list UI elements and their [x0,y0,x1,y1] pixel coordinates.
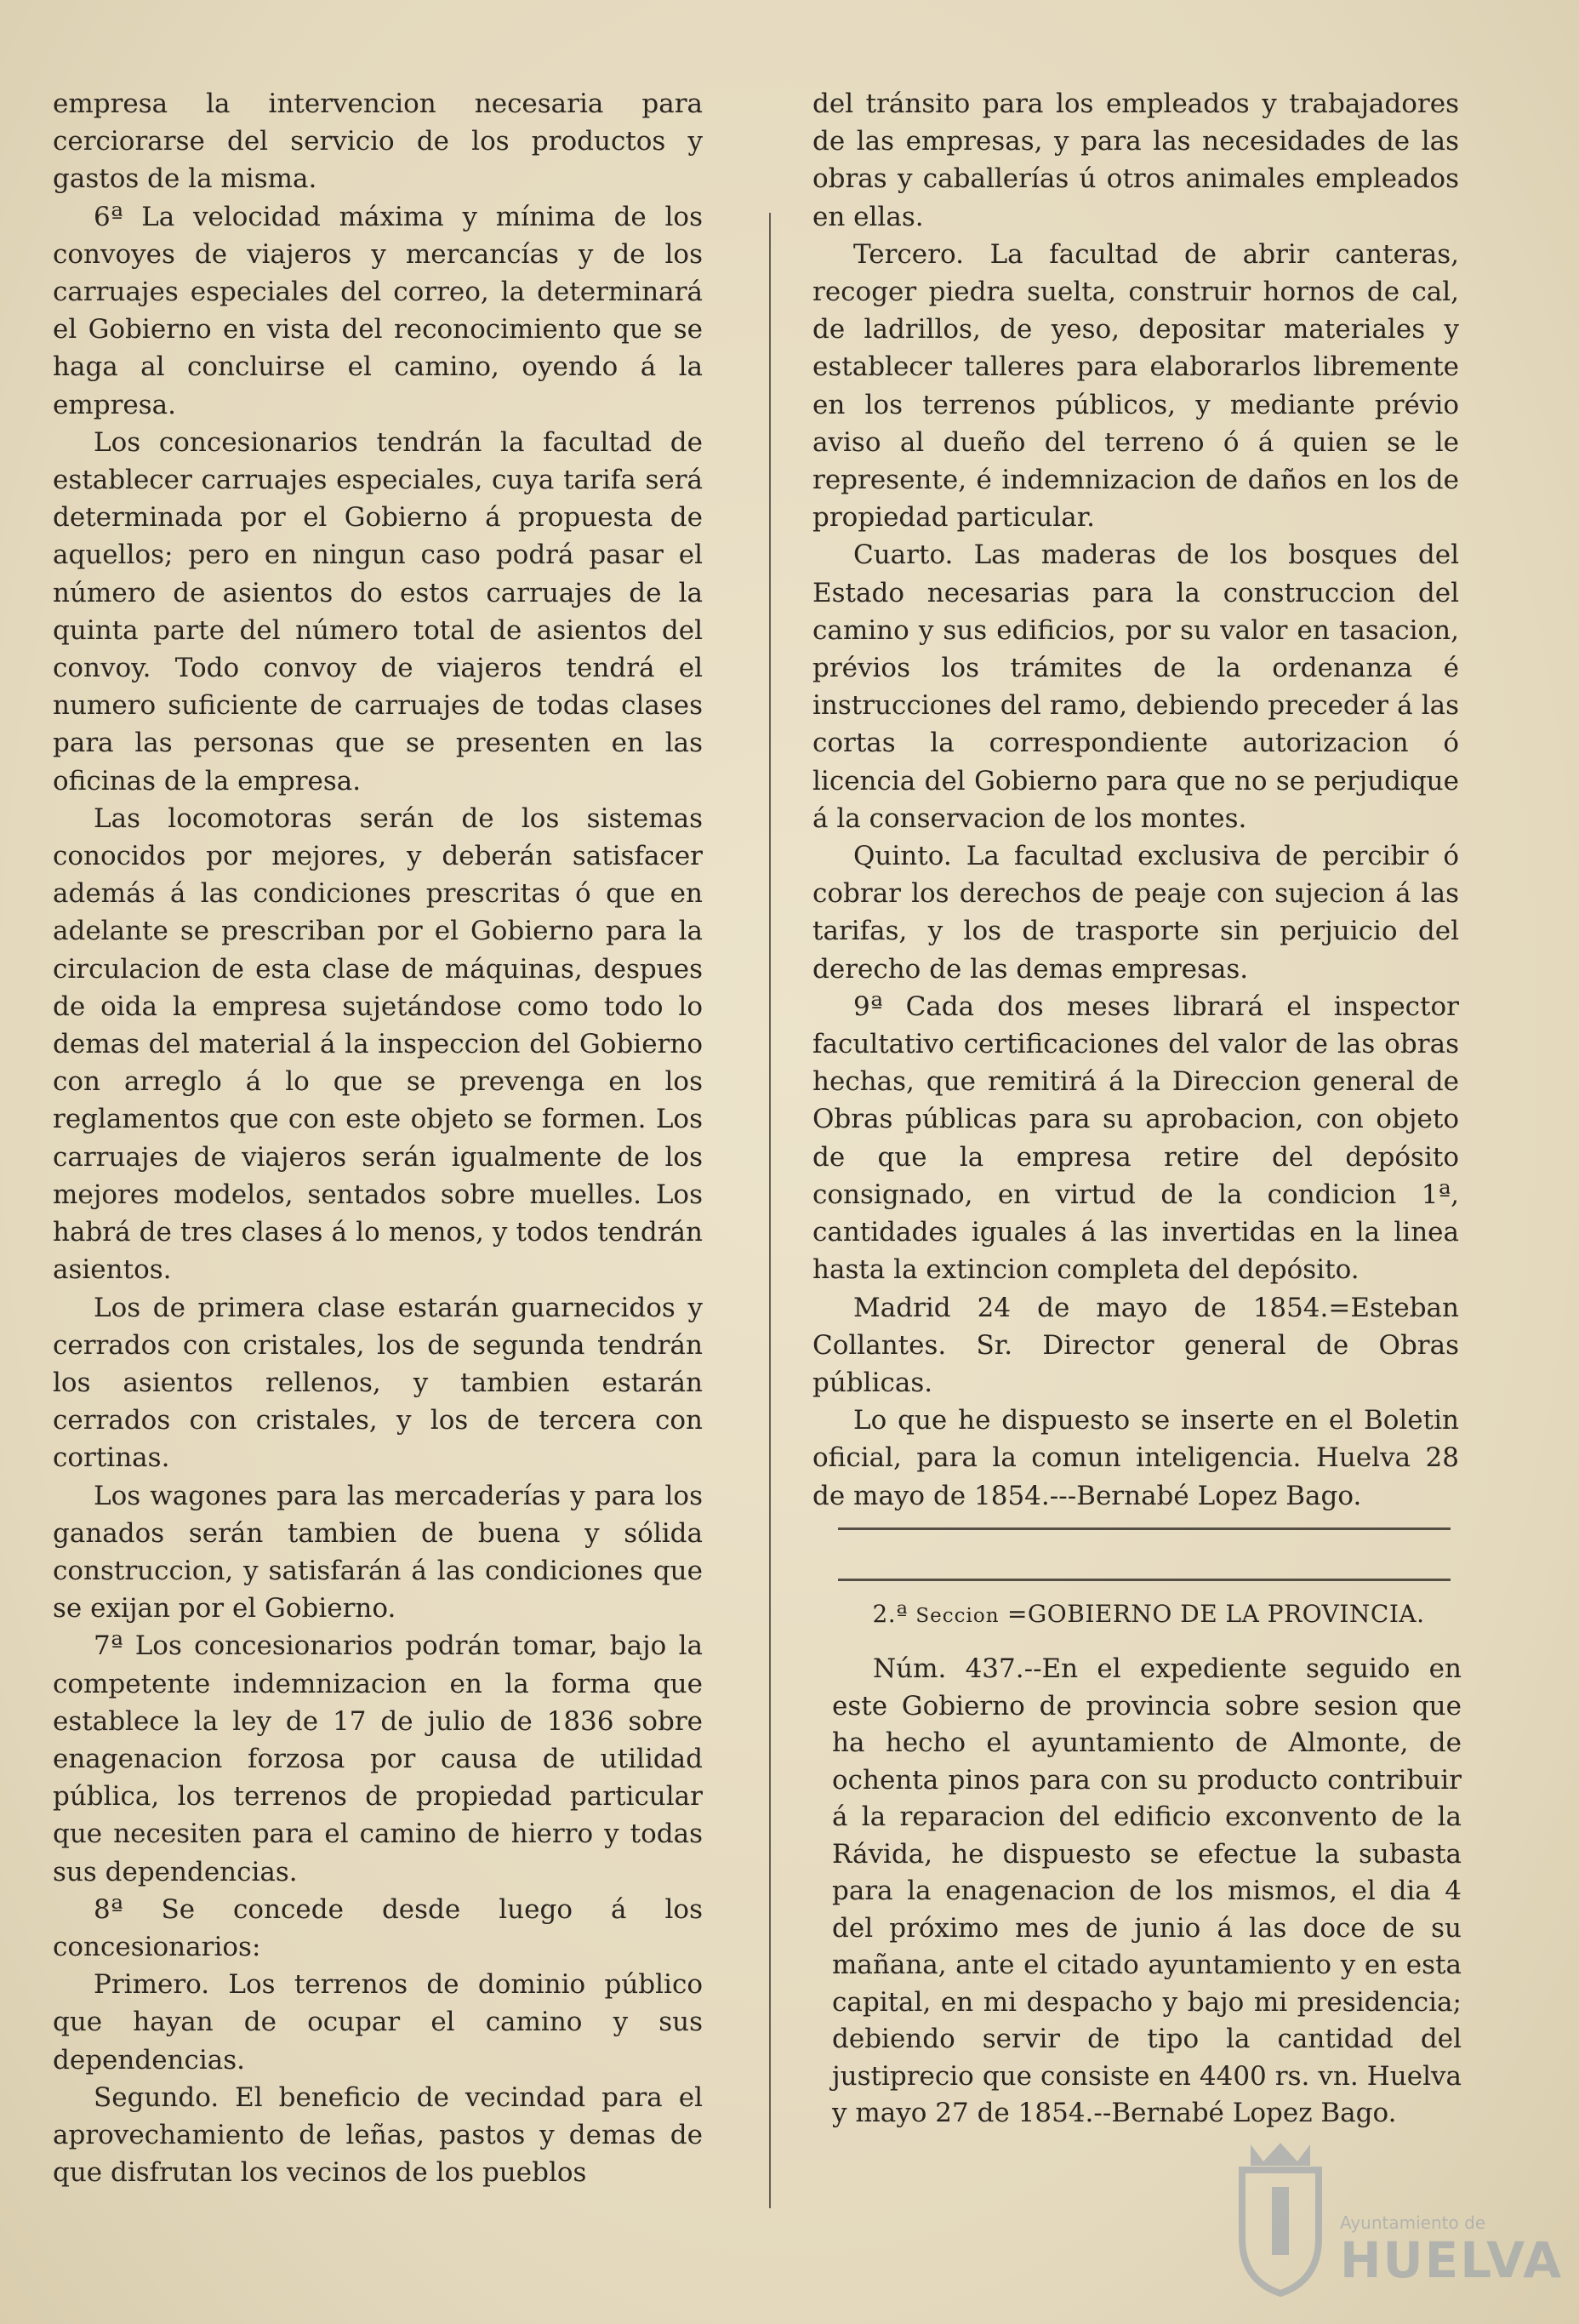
coat-of-arms-icon [1225,2136,1336,2298]
section-heading [842,1600,1455,1628]
paragraph: del tránsito para los empleados y trabajadores de las empresas, y para las necesidades de las obras y caballerías ú otros animales empleados en ellas. [812,89,1459,232]
section-rule [838,1527,1451,1530]
paragraph: empresa la intervencion necesaria para cerciorarse del servicio de los productos y gastos de la misma. [53,89,703,195]
paragraph: 9ª Cada dos meses librará el inspector facultativo certificaciones del valor de las obras hechas, que remitirá á la Direccion general de Obras públicas para su aprobacion, con objeto de que la empresa retire del depósito consignado, en virtud de la condicion 1ª, cantidades iguales á las invertidas en la linea hasta la extincion completa del depósito. [812,991,1459,1286]
section-number: 2.ª [872,1600,908,1628]
paragraph: Tercero. La facultad de abrir canteras, recoger piedra suelta, construir hornos de cal, de ladrillos, de yeso, depositar materiales y establecer talleres para elaborarlos libremente en los terrenos públicos, y mediante prévio aviso al dueño del terreno ó á quien se le represente, é indemnizacion de daños en los de propiedad particular. [812,238,1459,534]
paragraph: Segundo. El beneficio de vecindad para el aprovechamiento de leñas, pastos y demas de que disfrutan los vecinos de los pueblos [53,2081,703,2189]
left-column [53,85,703,2191]
archive-watermark [1225,2136,1564,2306]
paragraph: Primero. Los terrenos de dominio público que hayan de ocupar el camino y sus dependencias. [53,1969,703,2076]
section-label: Seccion [915,1605,1000,1627]
section-rule [838,1579,1451,1581]
paragraph: Madrid 24 de mayo de 1854.=Esteban Collantes. Sr. Director general de Obras públicas. [812,1292,1459,1398]
notice-text: Núm. 437.--En el expediente seguido en este Gobierno de provincia sobre sesion que ha hecho el ayuntamiento de Almonte, de ochenta pinos para con su producto contribuir á la reparacion del edificio exconvento de la Rávida, he dispuesto se efectue la subasta para la enagenacion de los mismos, el dia 4 del próximo mes de junio á las doce de su mañana, ante el citado ayuntamiento y en esta capital, en mi despacho y bajo mi presidencia; debiendo servir de tipo la cantidad del justiprecio que consiste en 4400 rs. vn. Huelva y mayo 27 de 1854.--Bernabé Lopez Bago. [832,1653,1462,2128]
paragraph: 8ª Se concede desde luego á los concesionarios: [53,1893,703,1962]
paragraph: 6ª La velocidad máxima y mínima de los convoyes de viajeros y mercancías y de los carruajes especiales del correo, la determinará el Gobierno en vista del reconocimiento que se haga al concluirse el camino, oyendo á la empresa. [53,201,703,420]
paragraph: Los concesionarios tendrán la facultad de establecer carruajes especiales, cuya tarifa será determinada por el Gobierno á propuesta de aquellos; pero en ningun caso podrá pasar el número de asientos do estos carruajes de la quinta parte del número total de asientos del convoy. Todo convoy de viajeros tendrá el numero suficiente de carruajes de todas clases para las personas que se presenten en las oficinas de la empresa. [53,426,703,797]
paragraph: 7ª Los concesionarios podrán tomar, bajo la competente indemnizacion en la forma que establece la ley de 17 de julio de 1836 sobre enagenacion forzosa por causa de utilidad pública, los terrenos de propiedad particular que necesiten para el camino de hierro y todas sus dependencias. [53,1630,703,1887]
paragraph: Cuarto. Las maderas de los bosques del Estado necesarias para la construccion del camino y sus edificios, por su valor en tasacion, prévios los trámites de la ordenanza é instrucciones del ramo, debiendo preceder á las cortas la correspondiente autorizacion ó licencia del Gobierno para que no se perjudique á la conservacion de los montes. [812,540,1459,834]
paragraph: Las locomotoras serán de los sistemas conocidos por mejores, y deberán satisfacer además á las condiciones prescritas ó que en adelante se prescriban por el Gobierno para la circulacion de esta clase de máquinas, despues de oida la empresa sujetándose como todo lo demas del material á la inspeccion del Gobierno con arreglo á lo que se prevenga en los reglamentos que con este objeto se formen. Los carruajes de viajeros serán igualmente de los mejores modelos, sentados sobre muelles. Los habrá de tres clases á lo menos, y todos tendrán asientos. [53,802,703,1286]
watermark-name: HUELVA [1340,2231,1564,2289]
paragraph: Los de primera clase estarán guarnecidos y cerrados con cristales, los de segunda tendrán los asientos rellenos, y tambien estarán cerrados con cristales, y los de tercera con cortinas. [53,1292,703,1474]
column-divider [769,213,771,2208]
watermark-caption: Ayuntamiento de [1340,2213,1486,2233]
paragraph: Los wagones para las mercaderías y para los ganados serán tambien de buena y sólida construccion, y satisfarán á las condiciones que se exijan por el Gobierno. [53,1480,703,1625]
paragraph: Lo que he dispuesto se inserte en el Boletin oficial, para la comun inteligencia. Huelva 28 de mayo de 1854.---Bernabé Lopez Bago. [812,1405,1459,1511]
right-column [812,85,1459,1515]
notice-block [832,1651,1462,2133]
paragraph: Quinto. La facultad exclusiva de percibir ó cobrar los derechos de peaje con sujecion á las tarifas, y los de trasporte sin perjuicio del derecho de las demas empresas. [812,841,1459,985]
section-title: =GOBIERNO DE LA PROVINCIA. [1006,1600,1425,1628]
